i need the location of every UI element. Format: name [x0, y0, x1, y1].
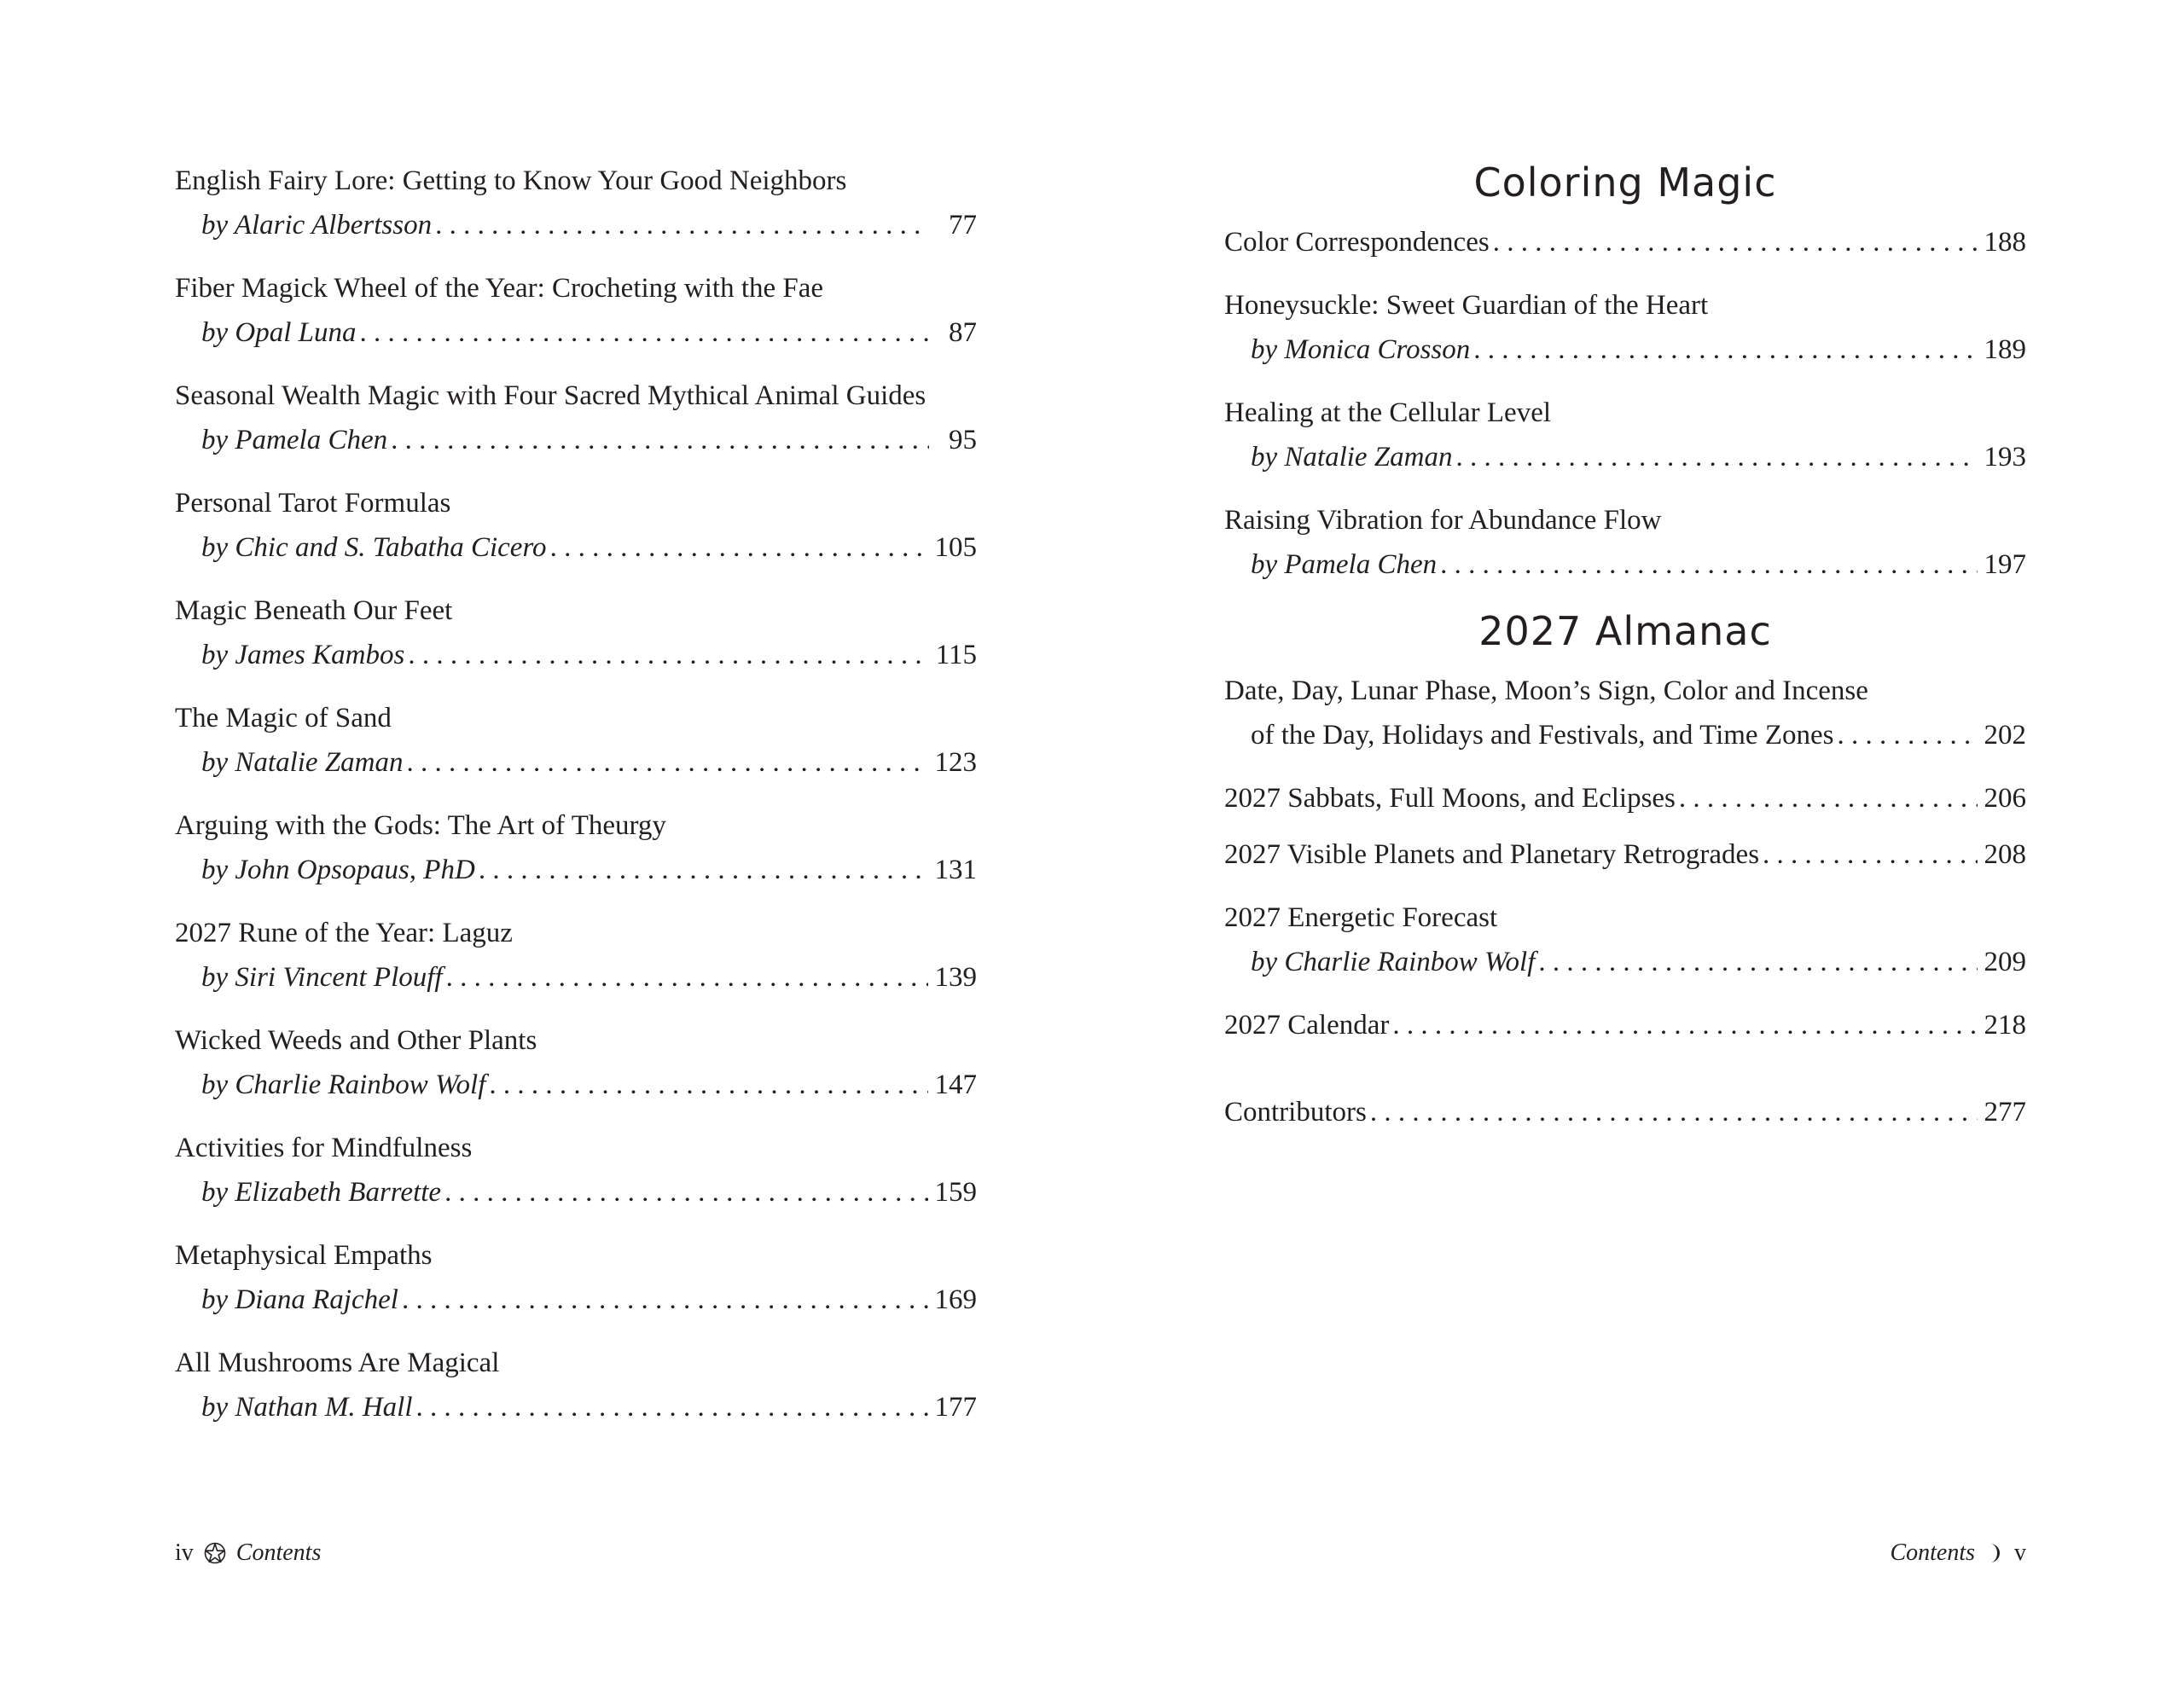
entry-page-number: 123 [934, 747, 977, 778]
dot-leader [402, 1278, 928, 1322]
entry-title: All Mushrooms Are Magical [175, 1348, 500, 1378]
left-folio [175, 1538, 321, 1568]
entry-author: by James Kambos [201, 640, 405, 670]
entry-title: 2027 Calendar [1224, 1010, 1390, 1041]
entry-page-number: 159 [934, 1177, 977, 1208]
entry-title: Color Correspondences [1224, 227, 1490, 258]
toc-entry[interactable] [175, 911, 977, 1000]
section-heading-coloring-magic: Coloring Magic [1473, 159, 1777, 206]
entry-author: by Nathan M. Hall [201, 1392, 413, 1423]
entry-page-number: 197 [1984, 549, 2026, 580]
entry-author: by Pamela Chen [201, 425, 388, 455]
entry-title: Activities for Mindfulness [175, 1133, 473, 1163]
entry-page-number: 209 [1984, 947, 2026, 977]
toc-entry[interactable] [175, 803, 977, 892]
dot-leader [1456, 435, 1978, 479]
dot-leader [1370, 1090, 1978, 1134]
entry-title: 2027 Sabbats, Full Moons, and Eclipses [1224, 783, 1676, 814]
entry-title: Wicked Weeds and Other Plants [175, 1025, 537, 1056]
entry-title: 2027 Visible Planets and Planetary Retrogrades [1224, 839, 1760, 870]
entry-title: Fiber Magick Wheel of the Year: Crocheting with the Fae [175, 273, 824, 304]
entry-author-line [175, 525, 977, 570]
toc-entry[interactable] [1224, 1090, 2026, 1134]
entry-page-number: 131 [934, 855, 977, 885]
dot-leader [407, 740, 928, 785]
right-toc-list [1224, 157, 2026, 1153]
entry-author: by Diana Rajchel [201, 1284, 398, 1315]
entry-author: by Elizabeth Barrette [201, 1177, 442, 1208]
entry-author: by Natalie Zaman [1251, 442, 1453, 472]
toc-entry[interactable] [175, 374, 977, 462]
section-heading-almanac: 2027 Almanac [1478, 608, 1772, 654]
entry-author: by Opal Luna [201, 317, 357, 348]
entry-page-number: 193 [1984, 442, 2026, 472]
entry-author-line [1224, 940, 2026, 984]
entry-title-continued: of the Day, Holidays and Festivals, and Time Zones [1251, 720, 1834, 751]
entry-author: by Charlie Rainbow Wolf [1251, 947, 1536, 977]
entry-page-number: 169 [934, 1284, 977, 1315]
dot-leader [391, 418, 929, 462]
entry-page-number: 208 [1984, 839, 2026, 870]
entry-title: Honeysuckle: Sweet Guardian of the Heart [1224, 290, 1709, 321]
entry-author-line [175, 203, 977, 247]
page-number: v [2014, 1539, 2026, 1566]
entry-title: Raising Vibration for Abundance Flow [1224, 505, 1662, 536]
entry-author-line [175, 633, 977, 677]
entry-author: by Siri Vincent Plouff [201, 962, 443, 993]
entry-page-number: 139 [934, 962, 977, 993]
dot-leader [1538, 940, 1977, 984]
entry-title: Contributors [1224, 1097, 1367, 1128]
entry-author-line [175, 848, 977, 892]
toc-entry[interactable] [1224, 1003, 2026, 1047]
toc-entry[interactable] [175, 481, 977, 570]
entry-author-line [175, 310, 977, 355]
entry-title: 2027 Rune of the Year: Laguz [175, 918, 513, 948]
right-folio [1890, 1538, 2026, 1568]
entry-author-line [1224, 435, 2026, 479]
toc-entry[interactable] [175, 1341, 977, 1429]
dot-leader [1763, 832, 1977, 877]
entry-page-number: 206 [1984, 783, 2026, 814]
dot-leader [415, 1385, 927, 1429]
entry-title-line [1224, 776, 2026, 820]
entry-author: by Alaric Albertsson [201, 210, 433, 241]
toc-entry[interactable] [175, 1233, 977, 1322]
toc-entry[interactable] [175, 696, 977, 785]
toc-entry[interactable] [175, 159, 977, 247]
entry-author-line [1224, 328, 2026, 372]
dot-leader [435, 203, 929, 247]
dot-leader [1473, 328, 1977, 372]
entry-author: by Natalie Zaman [201, 747, 404, 778]
entry-title: 2027 Energetic Forecast [1224, 902, 1498, 933]
spacer [1224, 1066, 2026, 1090]
entry-author: by Monica Crosson [1251, 334, 1471, 365]
toc-entry[interactable] [175, 1126, 977, 1215]
entry-title: The Magic of Sand [175, 703, 392, 733]
running-title: Contents [1890, 1539, 1975, 1566]
entry-page-number: 202 [1984, 720, 2026, 751]
toc-entry[interactable] [175, 1018, 977, 1107]
entry-title: English Fairy Lore: Getting to Know Your Good Neighbors [175, 165, 847, 196]
entry-page-number: 277 [1984, 1097, 2026, 1128]
entry-page-number: 95 [949, 425, 977, 455]
dot-leader [408, 633, 928, 677]
toc-entry[interactable] [1224, 669, 2026, 757]
pentagram-icon [204, 1542, 226, 1564]
entry-title: Date, Day, Lunar Phase, Moon’s Sign, Color and Incense [1224, 675, 1868, 706]
dot-leader [550, 525, 928, 570]
entry-author: by Pamela Chen [1251, 549, 1438, 580]
toc-entry[interactable] [1224, 283, 2026, 372]
toc-entry[interactable] [1224, 896, 2026, 984]
entry-page-number: 77 [949, 210, 977, 241]
toc-entry[interactable] [1224, 391, 2026, 479]
entry-author-line [175, 740, 977, 785]
entry-author: by John Opsopaus, PhD [201, 855, 475, 885]
entry-page-number: 177 [934, 1392, 977, 1423]
entry-title-continued-line [1224, 713, 2026, 757]
toc-entry[interactable] [1224, 832, 2026, 877]
toc-entry[interactable] [1224, 498, 2026, 587]
entry-author-line [175, 1278, 977, 1322]
toc-entry[interactable] [175, 588, 977, 677]
dot-leader [1679, 776, 1978, 820]
dot-leader [446, 955, 928, 1000]
dot-leader [1837, 713, 1977, 757]
entry-page-number: 147 [934, 1070, 977, 1100]
entry-title: Personal Tarot Formulas [175, 488, 451, 519]
entry-page-number: 87 [949, 317, 977, 348]
entry-title: Magic Beneath Our Feet [175, 595, 453, 626]
entry-title-line [1224, 1003, 2026, 1047]
crescent-moon-icon [1985, 1542, 2004, 1564]
dot-leader [1440, 542, 1977, 587]
entry-title: Seasonal Wealth Magic with Four Sacred Mythical Animal Guides [175, 380, 926, 411]
dot-leader [1493, 220, 1978, 264]
entry-author: by Charlie Rainbow Wolf [201, 1070, 486, 1100]
running-title: Contents [235, 1539, 322, 1566]
entry-title: Metaphysical Empaths [175, 1240, 433, 1271]
dot-leader [444, 1170, 927, 1215]
toc-entry[interactable] [1224, 776, 2026, 820]
dot-leader [489, 1063, 927, 1107]
toc-entry[interactable] [1224, 220, 2026, 264]
entry-author-line [175, 1063, 977, 1107]
entry-page-number: 115 [935, 640, 977, 670]
page-number: iv [175, 1539, 194, 1566]
entry-title: Arguing with the Gods: The Art of Theurgy [175, 810, 666, 841]
entry-page-number: 189 [1984, 334, 2026, 365]
entry-author: by Chic and S. Tabatha Cicero [201, 532, 547, 563]
dot-leader [1392, 1003, 1977, 1047]
entry-title: Healing at the Cellular Level [1224, 397, 1552, 428]
entry-title-line [1224, 220, 2026, 264]
entry-author-line [1224, 542, 2026, 587]
entry-page-number: 218 [1984, 1010, 2026, 1041]
entry-author-line [175, 418, 977, 462]
entry-title-line [1224, 832, 2026, 877]
dot-leader [479, 848, 928, 892]
dot-leader [360, 310, 930, 355]
entry-author-line [175, 1385, 977, 1429]
entry-page-number: 105 [934, 532, 977, 563]
entry-author-line [175, 955, 977, 1000]
entry-title-line [1224, 1090, 2026, 1134]
entry-page-number: 188 [1984, 227, 2026, 258]
toc-entry[interactable] [175, 266, 977, 355]
left-toc-list [175, 159, 977, 1448]
entry-author-line [175, 1170, 977, 1215]
